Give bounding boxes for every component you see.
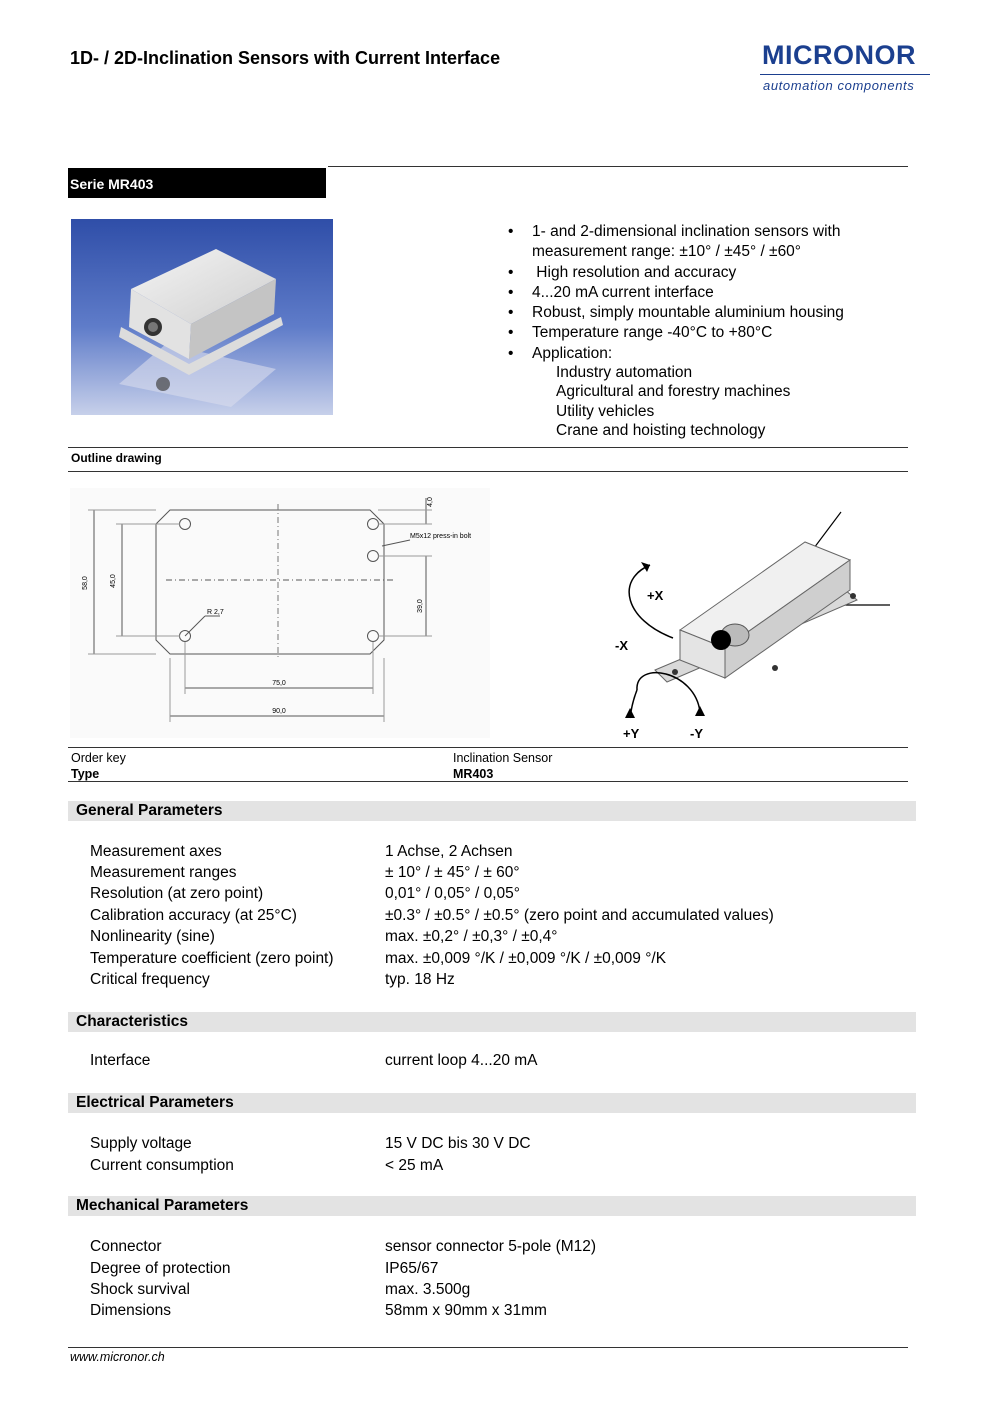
- param-value: ± 10° / ± 45° / ± 60°: [385, 864, 520, 881]
- param-row: [90, 1238, 597, 1256]
- type-label: Type: [71, 767, 100, 781]
- param-label: Measurement ranges: [90, 864, 237, 881]
- dim-90: 90,0: [272, 708, 286, 715]
- param-row: [90, 1135, 531, 1153]
- sensor-axes-drawing: [595, 490, 905, 745]
- section-characteristics: [68, 1012, 916, 1032]
- param-row: [90, 1260, 439, 1278]
- param-label: Critical frequency: [90, 971, 210, 988]
- axis-plus-x: +X: [647, 588, 664, 603]
- param-label: Connector: [90, 1238, 162, 1255]
- param-label: Calibration accuracy (at 25°C): [90, 907, 297, 924]
- application-item: Industry automation: [556, 364, 693, 382]
- param-row: [90, 885, 520, 903]
- feature-text: Temperature range -40°C to +80°C: [532, 324, 773, 342]
- section-title: Characteristics: [76, 1013, 189, 1030]
- param-value: max. ±0,2° / ±0,3° / ±0,4°: [385, 928, 558, 945]
- feature-text: Application:: [532, 344, 613, 362]
- application-item: Crane and hoisting technology: [556, 421, 766, 439]
- axis-minus-x: -X: [615, 638, 628, 653]
- param-label: Temperature coefficient (zero point): [90, 950, 334, 967]
- section-mechanical-parameters: [68, 1196, 916, 1216]
- param-row: [90, 1157, 444, 1175]
- param-row: [90, 1281, 471, 1299]
- feature-item: • Robust, simply mountable aluminium housing: [508, 304, 844, 322]
- param-value: 1 Achse, 2 Achsen: [385, 843, 513, 860]
- footer-url: www.micronor.ch: [70, 1350, 165, 1364]
- section-title: Electrical Parameters: [76, 1094, 234, 1111]
- param-label: Supply voltage: [90, 1135, 192, 1152]
- bolt-label: M5x12 press-in bolt: [410, 533, 472, 540]
- param-label: Interface: [90, 1052, 151, 1069]
- param-value: IP65/67: [385, 1260, 439, 1277]
- footer-rule: [68, 1347, 908, 1348]
- feature-list: [505, 222, 915, 441]
- product-photo: [71, 219, 333, 415]
- param-label: Dimensions: [90, 1302, 171, 1319]
- param-value: sensor connector 5-pole (M12): [385, 1238, 597, 1255]
- outline-drawing-label: Outline drawing: [71, 451, 162, 465]
- param-value: ±0.3° / ±0.5° / ±0.5° (zero point and accumulated values): [385, 907, 774, 924]
- micronor-logo: [760, 40, 930, 96]
- feature-text: 1- and 2-dimensional inclination sensors with: [532, 223, 841, 240]
- logo-name: MICRONOR: [762, 40, 916, 70]
- section-general-parameters: [68, 801, 916, 821]
- feature-item: • High resolution and accuracy: [508, 263, 737, 281]
- param-value: 0,01° / 0,05° / 0,05°: [385, 885, 520, 902]
- feature-text: 4...20 mA current interface: [532, 283, 714, 301]
- param-label: Degree of protection: [90, 1260, 231, 1277]
- table-rule: [68, 781, 908, 782]
- page-title: 1D- / 2D-Inclination Sensors with Current Interface: [70, 48, 501, 68]
- param-row: [90, 864, 520, 882]
- order-key-label: Order key: [71, 751, 126, 765]
- order-key-value: Inclination Sensor: [453, 751, 553, 765]
- radius-label: R 2,7: [207, 609, 224, 616]
- feature-item: • Temperature range -40°C to +80°C: [508, 324, 773, 342]
- section-rule: [68, 471, 908, 472]
- feature-item: • 1- and 2-dimensional inclination sensors with measurement range: ±10° / ±45° / ±60°: [508, 223, 841, 261]
- logo-divider: [760, 74, 930, 75]
- feature-text: measurement range: ±10° / ±45° / ±60°: [532, 243, 802, 261]
- application-item: Agricultural and forestry machines: [556, 383, 791, 401]
- param-label: Resolution (at zero point): [90, 885, 264, 902]
- param-label: Nonlinearity (sine): [90, 928, 215, 945]
- header-rule: [328, 166, 908, 167]
- section-rule: [68, 447, 908, 448]
- dim-75: 75,0: [272, 680, 286, 687]
- axis-minus-y: -Y: [690, 726, 703, 741]
- section-title: General Parameters: [76, 802, 223, 819]
- param-label: Current consumption: [90, 1157, 234, 1174]
- dim-45: 45,0: [110, 574, 117, 588]
- serie-label: Serie MR403: [68, 168, 326, 198]
- param-label: Shock survival: [90, 1281, 190, 1298]
- feature-text: Robust, simply mountable aluminium housing: [532, 304, 844, 322]
- param-row: [90, 843, 513, 861]
- param-label: Measurement axes: [90, 843, 222, 860]
- section-electrical-parameters: [68, 1093, 916, 1113]
- dim-58: 58,0: [82, 576, 89, 590]
- dim-39: 39,0: [417, 599, 424, 613]
- param-row: [90, 1302, 547, 1320]
- param-row: [90, 950, 667, 968]
- type-value: MR403: [453, 767, 494, 781]
- param-row: [90, 1052, 538, 1070]
- param-row: [90, 971, 455, 989]
- application-item: Utility vehicles: [556, 402, 655, 420]
- section-title: Mechanical Parameters: [76, 1197, 249, 1214]
- dim-4: 4,0: [427, 497, 434, 507]
- param-value: max. 3.500g: [385, 1281, 471, 1298]
- axis-plus-y: +Y: [623, 726, 640, 741]
- param-row: [90, 907, 774, 925]
- logo-tagline: automation components: [763, 78, 915, 93]
- param-value: typ. 18 Hz: [385, 971, 455, 988]
- outline-drawing: [70, 488, 490, 738]
- param-value: current loop 4...20 mA: [385, 1052, 538, 1069]
- feature-text: High resolution and accuracy: [532, 263, 737, 281]
- table-rule: [68, 747, 908, 748]
- feature-item: • 4...20 mA current interface: [508, 283, 714, 301]
- feature-item: • Application:: [508, 344, 613, 362]
- param-value: 15 V DC bis 30 V DC: [385, 1135, 531, 1152]
- param-value: 58mm x 90mm x 31mm: [385, 1302, 547, 1319]
- param-value: max. ±0,009 °/K / ±0,009 °/K / ±0,009 °/K: [385, 950, 667, 967]
- param-value: < 25 mA: [385, 1157, 444, 1174]
- param-row: [90, 928, 558, 946]
